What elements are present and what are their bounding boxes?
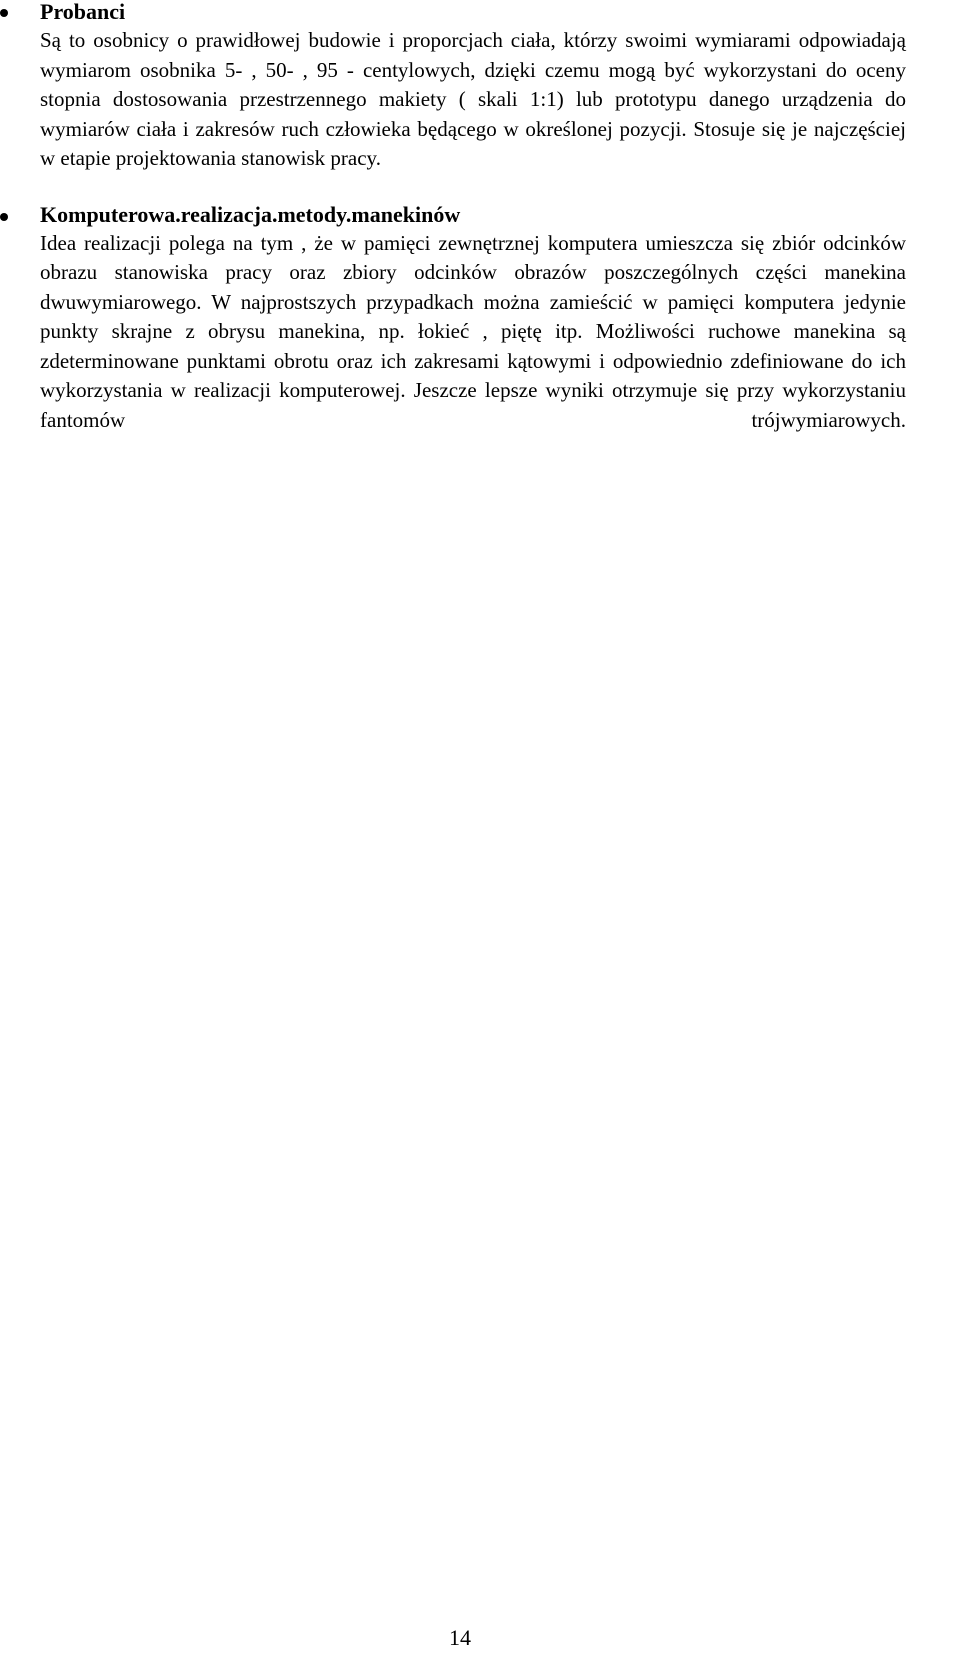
section-title: Komputerowa.realizacja.metody.manekinów (40, 201, 461, 227)
list-item-komputerowa (0, 202, 906, 436)
list-item-probanci (0, 0, 906, 174)
bullet-icon (0, 213, 8, 221)
section-title: Probanci (40, 0, 126, 24)
bullet-icon (0, 9, 8, 17)
section-body: Są to osobnicy o prawidłowej budowie i proporcjach ciała, którzy swoimi wymiarami odpowiadają wymiarom osobnika 5- , 50- , 95 - centylowych, dzięki czemu mogą być wykorzystani do oceny stopnia dostosowania przestrzennego makiety ( skali 1:1) lub prototypu danego urządzenia do wymiarów ciała i zakresów ruch człowieka będącego w określonej pozycji. Stosuje się je najczęściej w etapie projektowania stanowisk pracy. (40, 28, 906, 170)
bullet-list (0, 0, 960, 435)
page-number: 14 (449, 1625, 471, 1650)
section-body: Idea realizacji polega na tym , że w pamięci zewnętrznej komputera umieszcza się zbiór odcinków obrazu stanowiska pracy oraz zbiory odcinków obrazów poszczególnych części manekina dwuwymiarowego. W najprostszych przypadkach można zamieścić w pamięci komputera jedynie punkty skrajne z obrysu manekina, np. łokieć , piętę itp. Możliwości ruchowe manekina są zdeterminowane punktami obrotu oraz ich zakresami kątowymi i odpowiednio zdefiniowane do ich wykorzystania w realizacji komputerowej. Jeszcze lepsze wyniki otrzymuje się przy wykorzystaniu fantomów trójwymiarowych. (40, 230, 906, 432)
